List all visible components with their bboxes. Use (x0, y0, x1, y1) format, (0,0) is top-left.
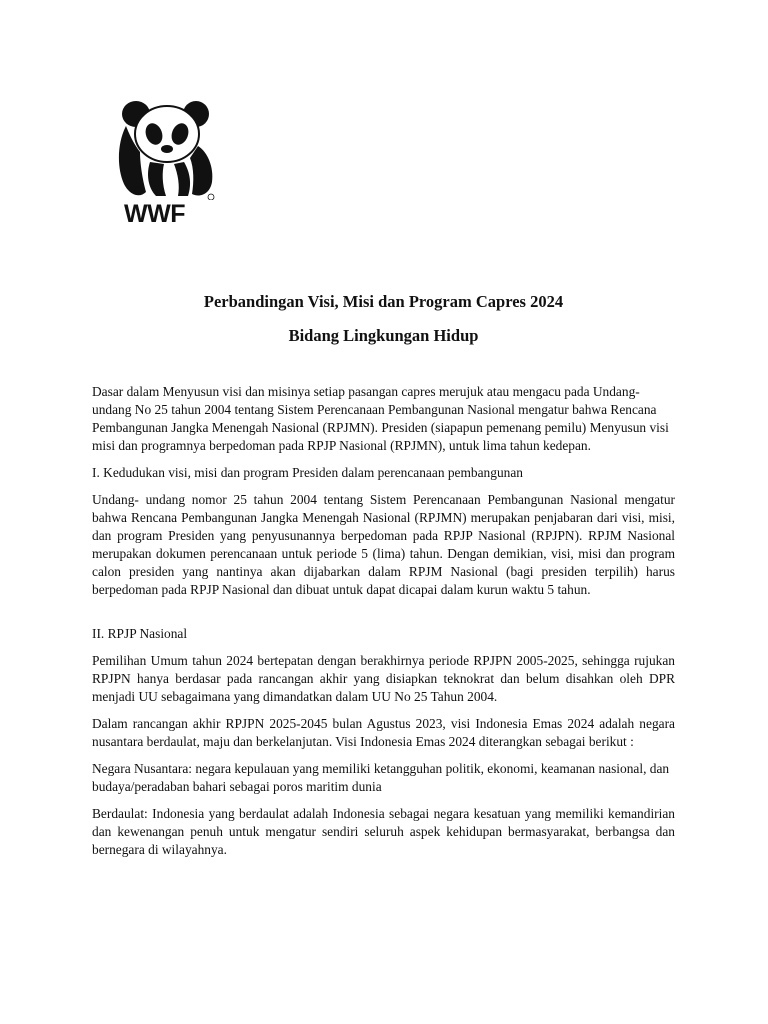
paragraph-intro: Dasar dalam Menyusun visi dan misinya setiap pasangan capres merujuk atau mengacu pada Undang-undang No 25 tahun 2004 tentang Sistem Perencanaan Pembangunan Nasional mengatur bahwa Rencana Pembangunan Jangka Menengah Nasional (RPJMN). Presiden (siapapun pemenang pemilu) Menyusun visi misi dan programnya berpedoman pada RPJP Nasional (RPJMN), untuk lima tahun kedepan. (92, 384, 669, 453)
section-heading-1: I. Kedudukan visi, misi dan program Presiden dalam perencanaan pembangunan (92, 465, 523, 480)
paragraph-section-2b: Dalam rancangan akhir RPJPN 2025-2045 bulan Agustus 2023, visi Indonesia Emas 2024 adalah negara nusantara berdaulat, maju dan berkelanjutan. Visi Indonesia Emas 2024 diterangkan sebagai berikut : (92, 716, 675, 749)
document-subtitle: Bidang Lingkungan Hidup (288, 326, 479, 345)
section-heading-2: II. RPJP Nasional (92, 626, 188, 641)
paragraph-section-1: Undang- undang nomor 25 tahun 2004 tentang Sistem Perencanaan Pembangunan Nasional mengatur bahwa Rencana Pembangunan Jangka Menengah Nasional (RPJMN) merupakan penjabaran dari visi, misi, dan program Presiden yang penyusunannya berpedoman pada RPJP Nasional (RPJPN). RPJM Nasional merupakan dokumen perencanaan untuk periode 5 (lima) tahun. Dengan demikian, visi, misi dan program calon presiden yang nantinya akan dijabarkan dalam RPJM Nasional (bagi presiden terpilih) harus berpedoman pada RPJP Nasional dan dibuat untuk dapat dicapai dalam kurun waktu 5 tahun. (92, 492, 675, 597)
document-title: Perbandingan Visi, Misi dan Program Capres 2024 (203, 292, 564, 311)
document-body (92, 383, 675, 868)
paragraph-negara-nusantara: Negara Nusantara: negara kepulauan yang memiliki ketangguhan politik, ekonomi, keamanan nasional, dan budaya/peradaban bahari sebagai poros maritim dunia (92, 761, 670, 794)
wwf-logo (116, 96, 226, 236)
paragraph-berdaulat: Berdaulat: Indonesia yang berdaulat adalah Indonesia sebagai negara kesatuan yang memiliki kemandirian dan kewenangan penuh untuk mengatur sendiri seluruh aspek kehidupan bermasyarakat, berbangsa dan bernegara di wilayahnya. (92, 806, 675, 857)
paragraph-section-2a: Pemilihan Umum tahun 2024 bertepatan dengan berakhirnya periode RPJPN 2005-2025, sehingga rujukan RPJPN hanya berdasar pada rancangan akhir yang disiapkan teknokrat dan belum disahkan oleh DPR menjadi UU sebagaimana yang dimandatkan dalam UU No 25 Tahun 2004. (92, 653, 675, 704)
panda-logo-icon (116, 96, 226, 200)
logo-text: WWF (124, 200, 185, 228)
